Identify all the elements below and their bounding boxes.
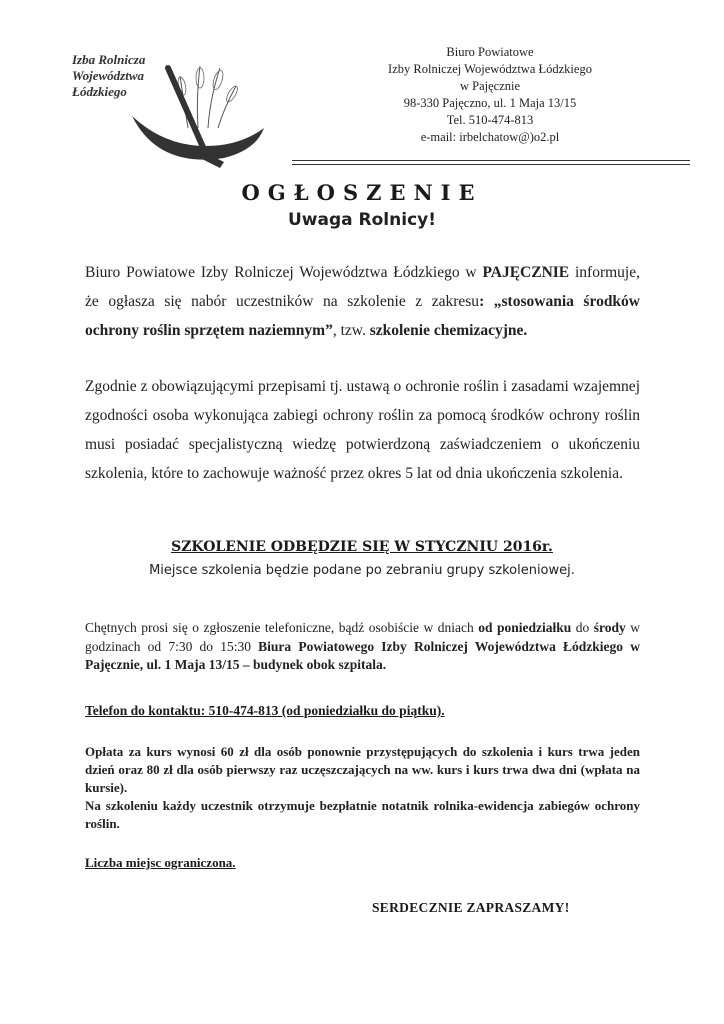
notebook-paragraph: Na szkoleniu każdy uczestnik otrzymuje bezpłatnie notatnik rolnika-ewidencja zabiegów ochrony roślin. [85,798,640,831]
training-location-note: Miejsce szkolenia będzie podane po zebraniu grupy szkoleniowej. [149,563,575,578]
office-address [350,44,630,146]
logo-boat-wheat-icon [128,58,268,170]
registration-text-1: Chętnych prosi się o zgłoszenie telefoniczne, bądź osobiście w dniach [85,620,479,635]
logo-line-3: Łódzkiego [72,84,127,99]
header-divider-top [292,160,690,161]
training-date-heading: SZKOLENIE ODBĘDZIE SIĘ W STYCZNIU 2016r. [171,539,553,555]
intro-text-1: Biuro Powiatowe Izby Rolniczej Województwa Łódzkiego w [85,264,483,281]
registration-day-to: środy [593,620,626,635]
limited-places-note: Liczba miejsc ograniczona. [85,855,236,870]
address-line-4: 98-330 Pajęczno, ul. 1 Maja 13/15 [403,96,577,110]
registration-paragraph [85,619,640,675]
fee-paragraph: Opłata za kurs wynosi 60 zł dla osób ponownie przystępujących do szkolenia i kurs trwa jeden dzień oraz 80 zł dla osób pierwszy raz uczęszczających na ww. kurs i kurs trwa dwa dni (wpłata na kursie). [85,744,640,795]
legal-paragraph: Zgodnie z obowiązującymi przepisami tj. ustawą o ochronie roślin i zasadami wzajemnej zgodności osoba wykonująca zabiegi ochrony roślin za pomocą środków ochrony roślin musi posiadać specjalistyczną wiedzę potwierdzoną zaświadczeniem o ukończeniu szkolenia, które to zachowuje ważność przez okres 5 lat od dnia ukończenia szkolenia. [85,378,640,482]
intro-paragraph [85,258,640,345]
intro-course-name: : „stosowania środków ochrony roślin sprzętem naziemnym” [85,293,640,339]
logo-line-1: Izba Rolnicza [72,52,146,67]
logo-line-2: Województwa [72,68,144,83]
page-title: OGŁOSZENIE [241,180,483,205]
intro-text-3: , tzw. [332,322,370,339]
address-line-6: e-mail: irbelchatow@)o2.pl [420,130,560,144]
intro-town: PAJĘCZNIE [482,264,570,281]
address-line-3: w Pajęcznie [459,79,521,93]
registration-day-from: od poniedziałku [478,620,572,635]
registration-text-3: w godzinach od 7:30 do 15:30 [85,620,640,654]
closing-invitation: SERDECZNIE ZAPRASZAMY! [372,900,570,915]
address-line-5: Tel. 510-474-813 [446,113,534,127]
contact-phone: Telefon do kontaktu: 510-474-813 (od poniedziałku do piątku). [85,703,445,718]
address-line-1: Biuro Powiatowe [446,45,534,59]
registration-office: Biura Powiatowego Izby Rolniczej Województwa Łódzkiego w Pajęcznie, ul. 1 Maja 13/15 – budynek obok szpitala. [85,638,640,672]
intro-course-type: szkolenie chemizacyjne. [369,322,528,339]
page-subtitle: Uwaga Rolnicy! [288,210,436,230]
header-divider-bottom [292,164,690,165]
address-line-2: Izby Rolniczej Województwa Łódzkiego [388,62,592,76]
intro-text-2: informuje, że ogłasza się nabór uczestników na szkolenie z zakresu [85,264,640,310]
registration-text-2: do [571,620,594,635]
